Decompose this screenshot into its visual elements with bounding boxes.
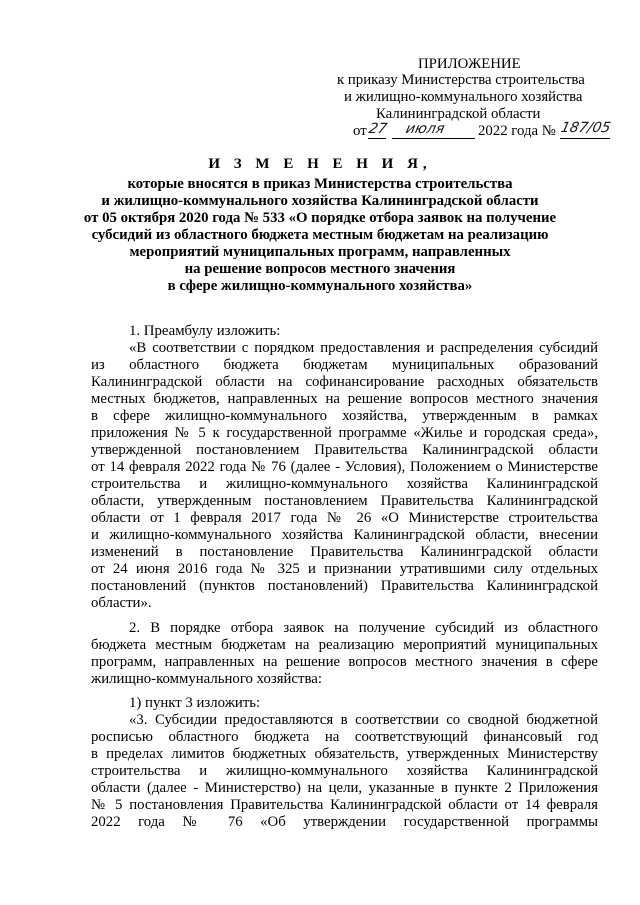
paragraph-1-heading: 1. Преамбулу изложить: (129, 323, 281, 339)
paragraph-2-line: программ, направленных на решение вопросов местного значения в сфере (91, 654, 598, 670)
paragraph-3-line: 2022 года № 76 «Об утверждении государственной программы (91, 814, 598, 830)
handwritten-order-number: 187/05 (559, 120, 612, 136)
paragraph-2-line: 2. В порядке отбора заявок на получение субсидий из областного (129, 620, 598, 636)
paragraph-1-line: и жилищно-коммунального хозяйства Калининградской области, внесении (91, 527, 598, 543)
paragraph-1-line: от 14 февраля 2022 года № 76 (далее - Условия), Положением о Министерстве (91, 459, 598, 475)
header-date-prefix: от (353, 123, 367, 139)
title-line-7: в сфере жилищно-коммунального хозяйства» (167, 278, 473, 294)
paragraph-1-last-line: области». (91, 595, 152, 611)
date-day-underline (368, 138, 386, 139)
paragraph-1-line: приложения № 5 к государственной программе «Жилье и городская среда», (91, 425, 598, 441)
paragraph-2-last-line: жилищно-коммунального хозяйства: (91, 671, 322, 687)
paragraph-1-line: постановлений (пунктов постановлений) Правительства Калининградской (91, 578, 598, 594)
paragraph-2-line: бюджета местным бюджетам на реализацию мероприятий муниципальных (91, 637, 598, 653)
title-line-2: и жилищно-коммунального хозяйства Калининградской области (101, 193, 539, 209)
paragraph-3-line: области (далее - Министерство) на цели, указанные в пункте 2 Приложения (91, 780, 598, 796)
paragraph-3-line: росписью областного бюджета на соответствующий финансовый год (91, 729, 598, 745)
header-order-line: к приказу Министерства строительства (337, 72, 585, 88)
number-underline (560, 138, 610, 139)
handwritten-date-month: июля (404, 121, 446, 137)
handwritten-date-day: 27 (367, 121, 389, 137)
paragraph-1-line: в сфере жилищно-коммунального хозяйства, утвержденным в рамках (91, 408, 598, 424)
title-line-5: мероприятий муниципальных программ, направленных (129, 244, 511, 260)
paragraph-1-line: Калининградской области на софинансирование расходных обязательств (91, 374, 598, 390)
paragraph-3-line: в пределах лимитов бюджетных обязательств, утвержденных Министерству (91, 746, 598, 762)
paragraph-1-line: области от 1 февраля 2017 года № 26 «О Министерстве строительства (91, 510, 598, 526)
document-heading: И З М Е Н Е Н И Я, (208, 156, 432, 172)
paragraph-1-line: утвержденной постановлением Правительства Калининградской области (91, 442, 598, 458)
paragraph-3-line: № 5 постановления Правительства Калининградской области от 14 февраля (91, 797, 598, 813)
paragraph-1-line: от 24 июня 2016 года № 325 и признании утратившими силу отдельных (91, 561, 598, 577)
paragraph-3-heading: 1) пункт 3 изложить: (129, 695, 261, 711)
title-line-6: на решение вопросов местного значения (184, 261, 456, 277)
header-housing-line: и жилищно-коммунального хозяйства (344, 89, 583, 105)
paragraph-1-line: из областного бюджета бюджетам муниципальных образований (91, 357, 598, 373)
paragraph-1-line: области, утвержденным постановлением Правительства Калининградской (91, 493, 598, 509)
paragraph-1-line: строительства и жилищно-коммунального хозяйства Калининградской (91, 476, 598, 492)
paragraph-1-line: «В соответствии с порядком предоставления и распределения субсидий (129, 340, 598, 356)
paragraph-3-line: «3. Субсидии предоставляются в соответствии со сводной бюджетной (129, 712, 598, 728)
header-region-line: Калининградской области (376, 106, 541, 122)
paragraph-1-line: местных бюджетов, направленных на решение вопросов местного значения (91, 391, 598, 407)
title-line-3: от 05 октября 2020 года № 533 «О порядке отбора заявок на получение (83, 210, 557, 226)
header-appendix: ПРИЛОЖЕНИЕ (418, 56, 521, 72)
title-line-4: субсидий из областного бюджета местным бюджетам на реализацию (91, 227, 549, 243)
title-line-1: которые вносятся в приказ Министерства строительства (127, 176, 513, 192)
header-date-year: 2022 года № (478, 123, 556, 139)
paragraph-3-line: строительства и жилищно-коммунального хозяйства Калининградской (91, 763, 598, 779)
paragraph-1-line: изменений в постановление Правительства Калининградской области (91, 544, 598, 560)
date-month-underline (392, 138, 475, 139)
